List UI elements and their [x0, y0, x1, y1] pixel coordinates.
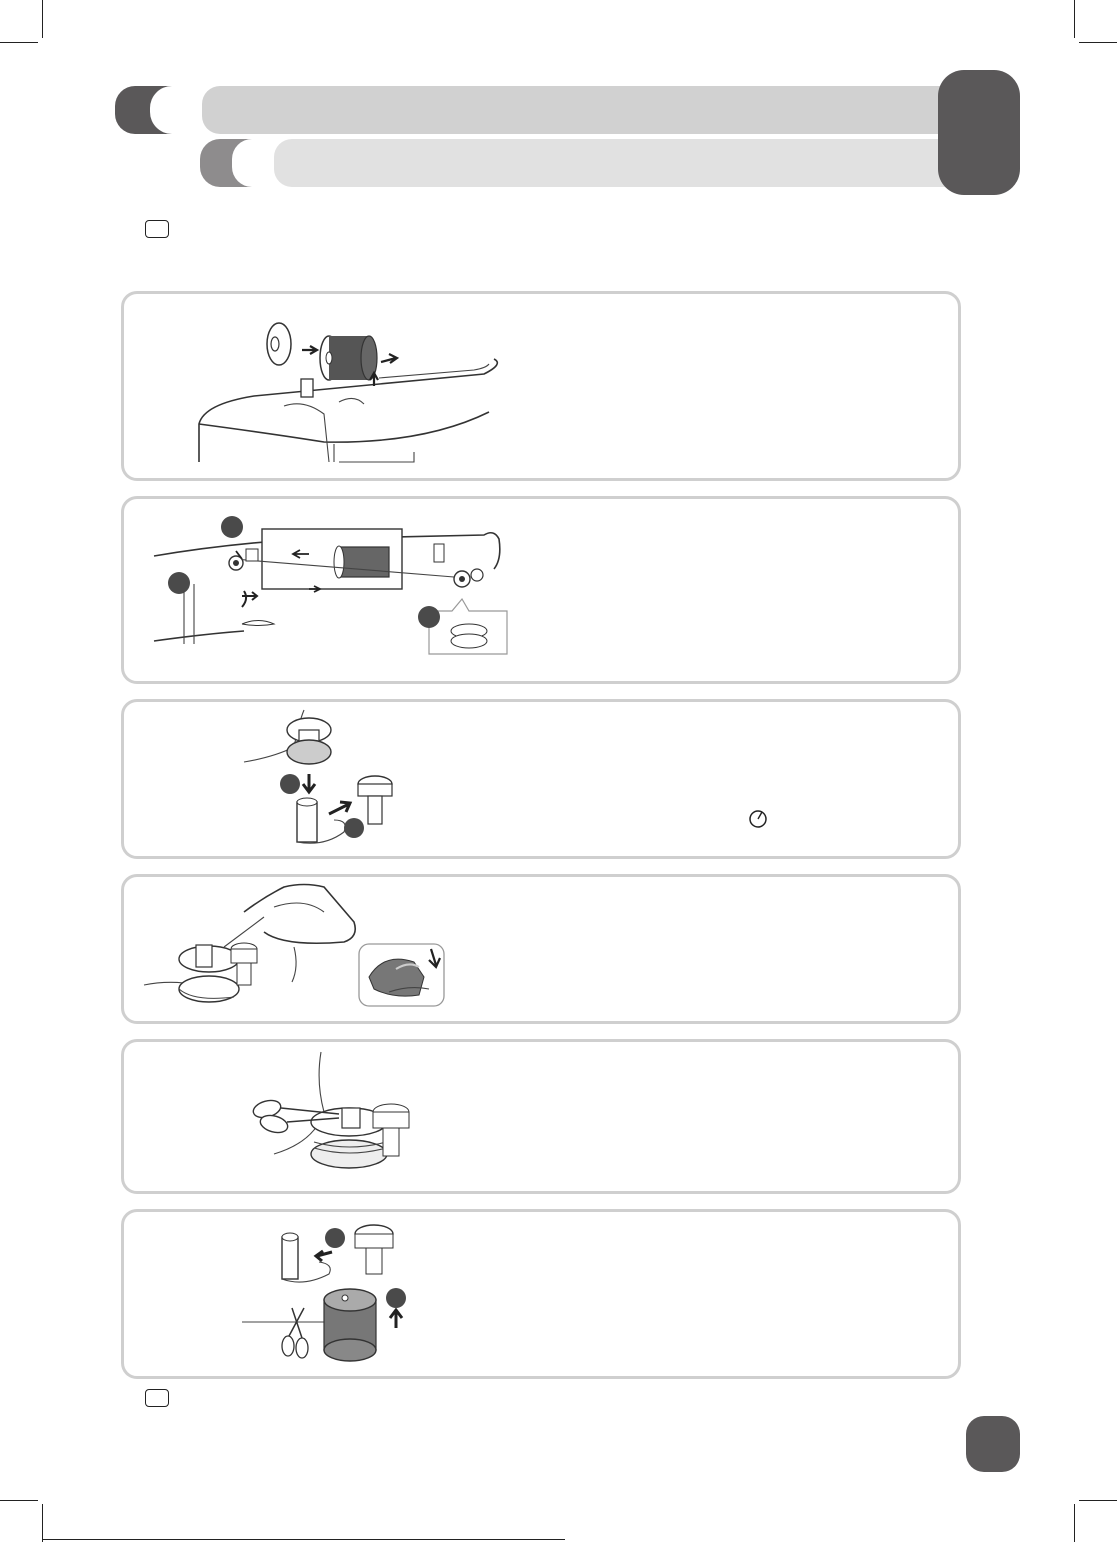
crop-mark — [42, 0, 43, 38]
step-badge-2 — [386, 1288, 406, 1308]
section-tab-notch — [232, 139, 272, 187]
remove-wound-bobbin-icon — [124, 1212, 964, 1382]
crop-mark — [1079, 1500, 1117, 1501]
step-panel-3 — [121, 699, 961, 859]
crop-mark — [1074, 0, 1075, 38]
spool-cap-and-thread-spool-icon — [124, 294, 964, 484]
crop-mark — [1079, 42, 1117, 43]
note-icon — [145, 1389, 169, 1407]
note-icon — [145, 220, 169, 238]
step-badge-1 — [280, 774, 300, 794]
thumb-index-tab — [938, 70, 1020, 195]
step-badge-a — [221, 516, 243, 538]
chapter-title-bar — [202, 86, 962, 134]
crop-mark — [0, 1500, 38, 1501]
bottom-rule — [43, 1539, 565, 1540]
hold-thread-foot-pedal-icon — [124, 877, 964, 1027]
step-panel-2 — [121, 496, 961, 684]
section-title-bar — [274, 139, 964, 187]
scissors-cut-thread-icon — [124, 1042, 964, 1197]
thread-guide-path-icon — [124, 499, 964, 687]
step-panel-5 — [121, 1039, 961, 1194]
step-badge-c — [418, 606, 440, 628]
page-number-badge — [966, 1416, 1020, 1472]
crop-mark — [0, 42, 38, 43]
step-panel-6 — [121, 1209, 961, 1379]
crop-mark — [42, 1504, 43, 1542]
chapter-tab-notch — [150, 86, 200, 134]
step-badge-b — [168, 572, 190, 594]
step-panel-4 — [121, 874, 961, 1024]
crop-mark — [1074, 1504, 1075, 1542]
bobbin-on-winder-spindle-icon — [124, 702, 964, 862]
step-badge-2 — [344, 818, 364, 838]
step-badge-1 — [325, 1228, 345, 1248]
step-panel-1 — [121, 291, 961, 481]
